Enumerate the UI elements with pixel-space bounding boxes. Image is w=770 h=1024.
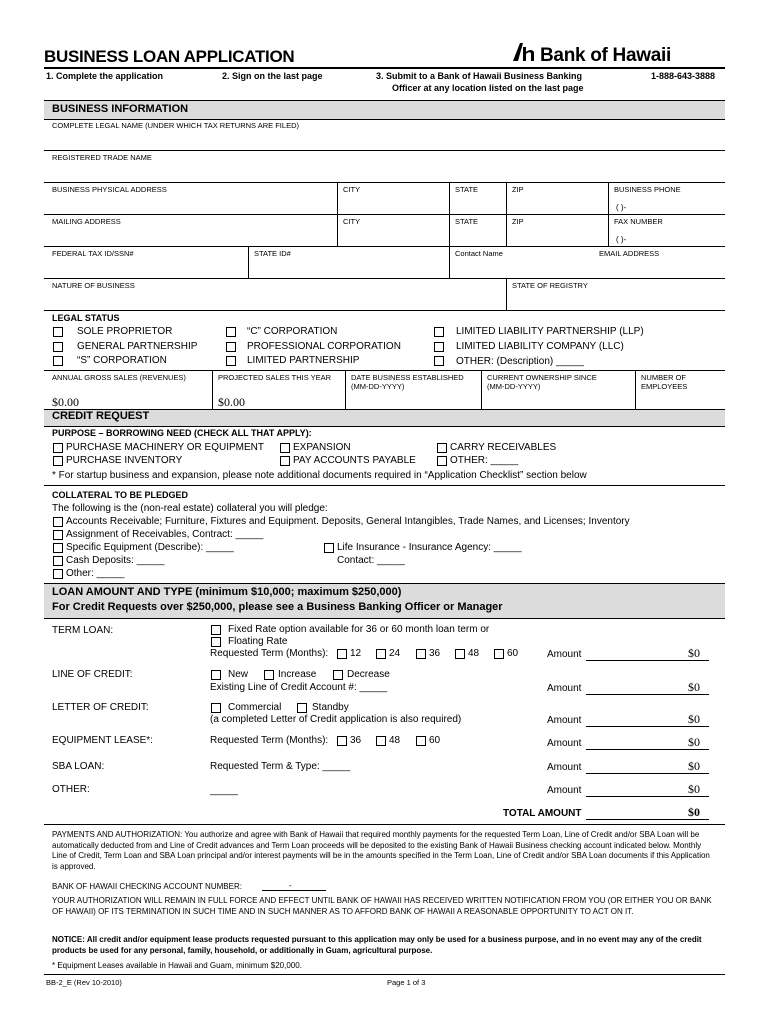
- c-corporation-checkbox[interactable]: [226, 327, 236, 337]
- pay-accounts-checkbox[interactable]: [280, 456, 290, 466]
- equipment-lease-note: * Equipment Leases available in Hawaii and Guam, minimum $20,000.: [52, 961, 302, 970]
- term-12-label: 12: [350, 648, 362, 659]
- rule: [635, 370, 636, 409]
- term-36-label: 36: [429, 648, 441, 659]
- existing-loc-label: Existing Line of Credit Account #: _____: [210, 682, 388, 693]
- s-corporation-label: “S” CORPORATION: [77, 355, 167, 366]
- lease-amount-value[interactable]: $0: [688, 735, 700, 749]
- term-12-checkbox[interactable]: [337, 649, 347, 659]
- term-48-label: 48: [468, 648, 480, 659]
- rule: [608, 214, 609, 246]
- city-label: CITY: [343, 185, 361, 194]
- collateral-intro: The following is the (non-real estate) collateral you will pledge:: [52, 503, 328, 514]
- sba-amount-field[interactable]: [586, 773, 709, 774]
- commercial-checkbox[interactable]: [211, 703, 221, 713]
- other-collateral-label: Other: _____: [66, 568, 125, 579]
- lease-48-checkbox[interactable]: [376, 736, 386, 746]
- authorization-force-text: YOUR AUTHORIZATION WILL REMAIN IN FULL FORCE AND EFFECT UNTIL BANK OF HAWAII HAS RECEIVED WRITTEN NOTIFICATION FROM YOU (OR EITHER YOU OR BANK OF HAWAII) OF ITS TERMINATION IN SUCH TIME AND IN SUCH MANNER AS TO AFFORD BANK OF HAWAII A REASONABLE OPPORTUNITY TO ACT ON IT.: [52, 896, 712, 916]
- rule: [44, 150, 725, 151]
- step-2: 2. Sign on the last page: [222, 71, 323, 81]
- purchase-machinery-label: PURCHASE MACHINERY OR EQUIPMENT: [66, 442, 264, 453]
- step-3: 3. Submit to a Bank of Hawaii Business Banking: [376, 71, 583, 81]
- total-amount-field: [586, 819, 709, 820]
- other-amount-label: Amount: [547, 785, 582, 796]
- state-id-label: STATE ID#: [254, 249, 291, 258]
- loc-amount-value[interactable]: $0: [688, 680, 700, 694]
- lease-amount-field[interactable]: [586, 749, 709, 750]
- term-36-checkbox[interactable]: [416, 649, 426, 659]
- rule: [345, 370, 346, 409]
- loc-decrease-label: Decrease: [347, 669, 390, 680]
- sba-amount-label: Amount: [547, 762, 582, 773]
- employees-label-2: EMPLOYEES: [641, 382, 688, 391]
- lease-36-checkbox[interactable]: [337, 736, 347, 746]
- business-phone-field[interactable]: ( )-: [616, 203, 627, 212]
- s-corporation-checkbox[interactable]: [53, 356, 63, 366]
- rule: [44, 182, 725, 183]
- legal-status-heading: LEGAL STATUS: [52, 313, 120, 323]
- business-phone-label: BUSINESS PHONE: [614, 185, 681, 194]
- zip-label: ZIP: [512, 185, 524, 194]
- form-id: BB-2_E (Rev 10-2010): [46, 978, 122, 987]
- collateral-heading: COLLATERAL TO BE PLEDGED: [52, 490, 189, 500]
- fax-number-field[interactable]: ( )-: [616, 235, 627, 244]
- assignment-checkbox[interactable]: [53, 530, 63, 540]
- carry-receivables-label: CARRY RECEIVABLES: [450, 442, 557, 453]
- nature-label: NATURE OF BUSINESS: [52, 281, 135, 290]
- equipment-lease-label: EQUIPMENT LEASE*:: [52, 735, 153, 746]
- rule: [212, 370, 213, 409]
- footer-rule: [44, 974, 725, 975]
- physical-address-label: BUSINESS PHYSICAL ADDRESS: [52, 185, 167, 194]
- standby-label: Standby: [312, 702, 349, 713]
- notice-text: NOTICE: All credit and/or equipment lease products requested pursuant to this application may only be used for a business purpose, and in no event may any of the credit products be used for any personal, family, household, or additionally in Guam, agricultural purpose.: [52, 935, 702, 955]
- llc-checkbox[interactable]: [434, 342, 444, 352]
- professional-corporation-checkbox[interactable]: [226, 342, 236, 352]
- step-3-line-2: Officer at any location listed on the last page: [392, 83, 584, 93]
- legal-name-label: COMPLETE LEGAL NAME (UNDER WHICH TAX RETURNS ARE FILED): [52, 121, 299, 130]
- pay-accounts-label: PAY ACCOUNTS PAYABLE: [293, 455, 416, 466]
- term-loan-label: TERM LOAN:: [52, 625, 114, 636]
- purpose-heading: PURPOSE – BORROWING NEED (CHECK ALL THAT APPLY):: [52, 428, 312, 438]
- city-label: CITY: [343, 217, 361, 226]
- purchase-inventory-label: PURCHASE INVENTORY: [66, 455, 183, 466]
- rule: [44, 485, 725, 486]
- annual-sales-label: ANNUAL GROSS SALES (REVENUES): [52, 373, 186, 382]
- rule: [44, 214, 725, 215]
- email-label: EMAIL ADDRESS: [599, 249, 660, 258]
- accounts-receivable-checkbox[interactable]: [53, 517, 63, 527]
- other-loan-field[interactable]: _____: [210, 785, 238, 796]
- llc-label: LIMITED LIABILITY COMPANY (LLC): [456, 341, 624, 352]
- state-label: STATE: [455, 217, 479, 226]
- rule: [44, 310, 725, 311]
- life-insurance-checkbox[interactable]: [324, 543, 334, 553]
- rule: [44, 278, 725, 279]
- letter-amount-value[interactable]: $0: [688, 712, 700, 726]
- term-loan-amount-label: Amount: [547, 649, 582, 660]
- letter-amount-label: Amount: [547, 715, 582, 726]
- term-24-label: 24: [389, 648, 401, 659]
- sole-proprietor-checkbox[interactable]: [53, 327, 63, 337]
- commercial-label: Commercial: [228, 702, 282, 713]
- floating-rate-label: Floating Rate: [228, 636, 288, 647]
- page-number: Page 1 of 3: [387, 978, 426, 987]
- header-rule: [44, 67, 725, 69]
- llp-checkbox[interactable]: [434, 327, 444, 337]
- loc-new-checkbox[interactable]: [211, 670, 221, 680]
- cash-deposits-checkbox[interactable]: [53, 556, 63, 566]
- letter-of-credit-note: (a completed Letter of Credit application is also required): [210, 714, 462, 725]
- rule: [44, 824, 725, 825]
- rule: [248, 246, 249, 278]
- lease-60-label: 60: [429, 735, 441, 746]
- bank-logo: [511, 41, 537, 68]
- rule: [506, 278, 507, 310]
- fixed-rate-label: Fixed Rate option available for 36 or 60 month loan term or: [228, 624, 490, 635]
- sba-amount-value[interactable]: $0: [688, 759, 700, 773]
- loc-amount-field[interactable]: [586, 694, 709, 695]
- letter-amount-field[interactable]: [586, 726, 709, 727]
- standby-checkbox[interactable]: [297, 703, 307, 713]
- expansion-label: EXPANSION: [293, 442, 351, 453]
- lease-requested-term: Requested Term (Months):: [210, 735, 329, 746]
- loc-increase-label: Increase: [278, 669, 317, 680]
- total-amount-value: $0: [688, 805, 700, 819]
- ownership-since-format: (MM-DD-YYYY): [487, 382, 541, 391]
- federal-tax-label: FEDERAL TAX ID/SSN#: [52, 249, 134, 258]
- assignment-label: Assignment of Receivables, Contract: _____: [66, 529, 264, 540]
- c-corporation-label: “C” CORPORATION: [247, 326, 338, 337]
- loc-amount-label: Amount: [547, 683, 582, 694]
- purchase-inventory-checkbox[interactable]: [53, 456, 63, 466]
- fax-number-label: FAX NUMBER: [614, 217, 663, 226]
- business-info-heading: BUSINESS INFORMATION: [52, 103, 189, 115]
- floating-rate-checkbox[interactable]: [211, 637, 221, 647]
- checking-account-field[interactable]: [262, 890, 326, 891]
- bank-logo-text: Bank of Hawaii: [540, 45, 671, 66]
- lease-amount-label: Amount: [547, 738, 582, 749]
- term-loan-amount-field[interactable]: [586, 660, 709, 661]
- other-collateral-checkbox[interactable]: [53, 569, 63, 579]
- specific-equipment-checkbox[interactable]: [53, 543, 63, 553]
- accounts-receivable-label: Accounts Receivable; Furniture, Fixtures and Equipment. Deposits, General Intangibles, Trade Names, and Licenses; Inventory: [66, 516, 630, 527]
- loan-heading-2: For Credit Requests over $250,000, please see a Business Banking Officer or Manager: [52, 601, 503, 613]
- other-status-checkbox[interactable]: [434, 356, 444, 366]
- bank-logo-icon: [511, 41, 537, 63]
- checking-account-label: BANK OF HAWAII CHECKING ACCOUNT NUMBER:: [52, 882, 242, 891]
- other-amount-field[interactable]: [586, 796, 709, 797]
- trade-name-label: REGISTERED TRADE NAME: [52, 153, 152, 162]
- professional-corporation-label: PROFESSIONAL CORPORATION: [247, 341, 401, 352]
- limited-partnership-checkbox[interactable]: [226, 356, 236, 366]
- state-label: STATE: [455, 185, 479, 194]
- lease-48-label: 48: [389, 735, 401, 746]
- general-partnership-checkbox[interactable]: [53, 342, 63, 352]
- loc-increase-checkbox[interactable]: [264, 670, 274, 680]
- term-60-checkbox[interactable]: [494, 649, 504, 659]
- sba-term-label: Requested Term & Type: _____: [210, 761, 351, 772]
- total-amount-label: TOTAL AMOUNT: [503, 808, 582, 819]
- rule: [44, 370, 725, 371]
- mailing-address-label: MAILING ADDRESS: [52, 217, 121, 226]
- general-partnership-label: GENERAL PARTNERSHIP: [77, 341, 198, 352]
- collateral-contact-label: Contact: _____: [337, 555, 405, 566]
- lease-60-checkbox[interactable]: [416, 736, 426, 746]
- other-status-label: OTHER: (Description) _____: [456, 356, 584, 367]
- rule: [44, 246, 725, 247]
- checking-account-value[interactable]: -: [289, 881, 292, 890]
- ownership-since-label: CURRENT OWNERSHIP SINCE: [487, 373, 597, 382]
- step-1: 1. Complete the application: [46, 71, 164, 81]
- credit-request-heading: CREDIT REQUEST: [52, 410, 150, 422]
- sole-proprietor-label: SOLE PROPRIETOR: [77, 326, 173, 337]
- payments-authorization-text: PAYMENTS AND AUTHORIZATION: You authorize and agree with Bank of Hawaii that required monthly payments for the requested Term Loan, Line of Credit and/or SBA Loan will be automatically deducted from and Line of Credit advances and Term Loan proceeds will be deposited to the existing Bank of Hawaii Business checking account indicated below. Monthly Line of Credit, Term Loan and SBA Loan principal and/or interest payments will be in the amounts specified in the Term Loan, Line of Credit and/or SBA Loan documents if this Application is approved.: [52, 830, 710, 871]
- loc-new-label: New: [228, 669, 249, 680]
- phone-number: 1-888-643-3888: [651, 71, 716, 81]
- zip-label: ZIP: [512, 217, 524, 226]
- purchase-machinery-checkbox[interactable]: [53, 443, 63, 453]
- life-insurance-label: Life Insurance - Insurance Agency: _____: [337, 542, 522, 553]
- line-of-credit-label: LINE OF CREDIT:: [52, 669, 133, 680]
- other-purpose-checkbox[interactable]: [437, 456, 447, 466]
- rule: [481, 370, 482, 409]
- term-48-checkbox[interactable]: [455, 649, 465, 659]
- other-loan-label: OTHER:: [52, 784, 90, 795]
- projected-sales-field[interactable]: $0.00: [218, 395, 245, 409]
- sba-loan-label: SBA LOAN:: [52, 761, 105, 772]
- contact-name-label: Contact Name: [455, 249, 503, 258]
- cash-deposits-label: Cash Deposits: _____: [66, 555, 165, 566]
- fixed-rate-checkbox[interactable]: [211, 625, 221, 635]
- annual-sales-field[interactable]: $0.00: [52, 395, 79, 409]
- other-amount-value[interactable]: $0: [688, 782, 700, 796]
- term-60-label: 60: [507, 648, 519, 659]
- projected-sales-label: PROJECTED SALES THIS YEAR: [218, 373, 332, 382]
- carry-receivables-checkbox[interactable]: [437, 443, 447, 453]
- loc-decrease-checkbox[interactable]: [333, 670, 343, 680]
- loan-heading-1: LOAN AMOUNT AND TYPE (minimum $10,000; maximum $250,000): [52, 586, 402, 598]
- specific-equipment-label: Specific Equipment (Describe): _____: [66, 542, 234, 553]
- form-title: BUSINESS LOAN APPLICATION: [44, 47, 295, 66]
- limited-partnership-label: LIMITED PARTNERSHIP: [247, 355, 360, 366]
- letter-of-credit-label: LETTER OF CREDIT:: [52, 702, 149, 713]
- lease-36-label: 36: [350, 735, 362, 746]
- employees-label: NUMBER OF: [641, 373, 686, 382]
- date-established-label: DATE BUSINESS ESTABLISHED: [351, 373, 464, 382]
- rule: [608, 182, 609, 214]
- llp-label: LIMITED LIABILITY PARTNERSHIP (LLP): [456, 326, 644, 337]
- rule: [449, 246, 450, 278]
- state-registry-label: STATE OF REGISTRY: [512, 281, 588, 290]
- date-established-format: (MM-DD-YYYY): [351, 382, 405, 391]
- term-24-checkbox[interactable]: [376, 649, 386, 659]
- startup-note: * For startup business and expansion, please note additional documents required in “Application Checklist” section below: [52, 470, 587, 481]
- other-purpose-label: OTHER: _____: [450, 455, 519, 466]
- expansion-checkbox[interactable]: [280, 443, 290, 453]
- term-loan-requested-term: Requested Term (Months):: [210, 648, 329, 659]
- term-loan-amount-value[interactable]: $0: [688, 646, 700, 660]
